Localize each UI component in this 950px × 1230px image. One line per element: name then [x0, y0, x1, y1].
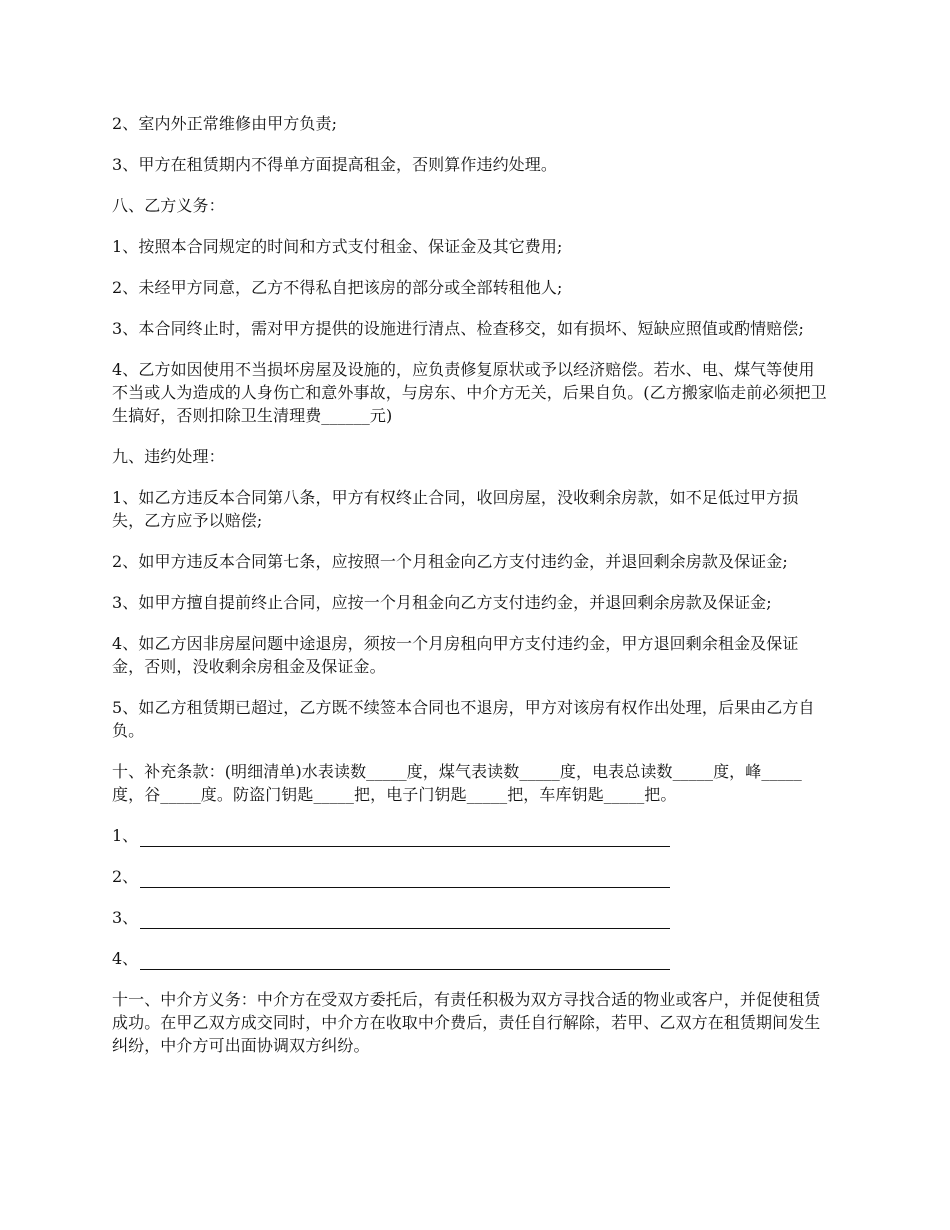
blank-line-number: 3、	[112, 908, 139, 927]
blank-line-3	[112, 906, 830, 929]
section-11-agent-obligations: 十一、中介方义务：中介方在受双方委托后，有责任积极为双方寻找合适的物业或客户，并促使租赁成功。在甲乙双方成交同时，中介方在收取中介费后，责任自行解除，若甲、乙双方在租赁期间发生纠纷，中介方可出面协调双方纠纷。	[112, 990, 821, 1055]
blank-line-2	[112, 865, 830, 888]
clause-7-2: 2、室内外正常维修由甲方负责;	[112, 114, 338, 133]
section-10-supplementary: 十、补充条款：(明细清单)水表读数_____度，煤气表读数_____度，电表总读数_____度，峰_____度，谷_____度。防盗门钥匙_____把，电子门钥匙_____把，车库钥匙_____把。	[112, 762, 802, 804]
clause-7-3: 3、甲方在租赁期内不得单方面提高租金，否则算作违约处理。	[112, 155, 557, 174]
section-9-heading: 九、违约处理：	[112, 447, 225, 466]
blank-line-4	[112, 947, 830, 970]
fill-in-rule	[140, 910, 670, 929]
clause-9-1: 1、如乙方违反本合同第八条，甲方有权终止合同，收回房屋，没收剩余房款，如不足低过甲方损失，乙方应予以赔偿;	[112, 488, 799, 530]
blank-line-number: 2、	[112, 867, 139, 886]
blank-line-number: 1、	[112, 826, 139, 845]
clause-8-3: 3、本合同终止时，需对甲方提供的设施进行清点、检查移交，如有损坏、短缺应照值或酌情赔偿;	[112, 319, 804, 338]
blank-line-number: 4、	[112, 949, 139, 968]
clause-8-1: 1、按照本合同规定的时间和方式支付租金、保证金及其它费用;	[112, 237, 563, 256]
clause-9-5: 5、如乙方租赁期已超过，乙方既不续签本合同也不退房，甲方对该房有权作出处理，后果由乙方自负。	[112, 698, 815, 740]
fill-in-rule	[140, 828, 670, 847]
clause-9-4: 4、如乙方因非房屋问题中途退房，须按一个月房租向甲方支付违约金，甲方退回剩余租金及保证金，否则，没收剩余房租金及保证金。	[112, 634, 799, 676]
fill-in-rule	[140, 869, 670, 888]
fill-in-rule	[140, 951, 670, 970]
clause-9-3: 3、如甲方擅自提前终止合同，应按一个月租金向乙方支付违约金，并退回剩余房款及保证金;	[112, 593, 772, 612]
blank-line-1	[112, 824, 830, 847]
clause-9-2: 2、如甲方违反本合同第七条，应按照一个月租金向乙方支付违约金，并退回剩余房款及保证金;	[112, 552, 788, 571]
clause-8-2: 2、未经甲方同意，乙方不得私自把该房的部分或全部转租他人;	[112, 278, 563, 297]
clause-8-4: 4、乙方如因使用不当损坏房屋及设施的，应负责修复原状或予以经济赔偿。若水、电、煤气等使用不当或人为造成的人身伤亡和意外事故，与房东、中介方无关，后果自负。(乙方搬家临走前必须把卫生搞好，否则扣除卫生清理费______元)	[112, 360, 827, 425]
section-8-heading: 八、乙方义务：	[112, 196, 225, 215]
